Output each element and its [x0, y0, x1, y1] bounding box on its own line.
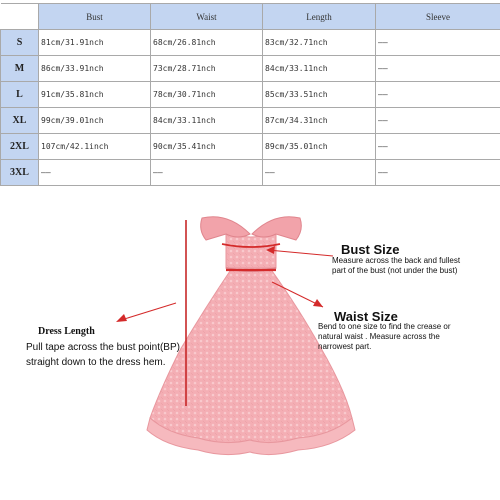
- table-row: [1, 108, 500, 134]
- column-header-length: Length: [263, 4, 376, 30]
- size-label: 2XL: [1, 134, 39, 160]
- table-corner-cell: [1, 4, 39, 30]
- measurement-diagram: [0, 200, 500, 500]
- column-header-bust: Bust: [39, 4, 151, 30]
- bust-size-title: Bust Size: [341, 242, 400, 257]
- waist-size-title: Waist Size: [334, 309, 398, 324]
- bust-cell: ——: [39, 160, 151, 186]
- waist-cell: 73cm/28.71nch: [151, 56, 263, 82]
- dress-length-desc-1: Pull tape across the bust point(BP): [26, 342, 180, 353]
- sleeve-cell: ——: [376, 134, 500, 160]
- table-row: [1, 82, 500, 108]
- column-header-waist: Waist: [151, 4, 263, 30]
- length-arrow-line: [118, 303, 176, 321]
- column-header-sleeve: Sleeve: [376, 4, 500, 30]
- waist-size-desc-3: narrowest part.: [318, 342, 372, 351]
- bust-cell: 81cm/31.91nch: [39, 30, 151, 56]
- length-cell: 89cm/35.01nch: [263, 134, 376, 160]
- length-cell: 83cm/32.71nch: [263, 30, 376, 56]
- length-cell: ——: [263, 160, 376, 186]
- dress-length-desc-2: straight down to the dress hem.: [26, 357, 166, 368]
- sleeve-cell: ——: [376, 30, 500, 56]
- bust-cell: 86cm/33.91nch: [39, 56, 151, 82]
- bust-size-desc-2: part of the bust (not under the bust): [332, 266, 458, 275]
- bust-cell: 91cm/35.81nch: [39, 82, 151, 108]
- bust-arrow-line: [268, 250, 333, 256]
- right-sleeve: [252, 217, 301, 240]
- sleeve-cell: ——: [376, 160, 500, 186]
- bust-size-desc-1: Measure across the back and fullest: [332, 256, 461, 265]
- size-chart-table: [0, 3, 500, 186]
- size-label: 3XL: [1, 160, 39, 186]
- dress-skirt: [150, 268, 352, 443]
- waist-size-desc-1: Bend to one size to find the crease or: [318, 322, 451, 331]
- sleeve-cell: ——: [376, 108, 500, 134]
- length-cell: 85cm/33.51nch: [263, 82, 376, 108]
- size-label: M: [1, 56, 39, 82]
- table-row: [1, 160, 500, 186]
- bust-cell: 99cm/39.01nch: [39, 108, 151, 134]
- waist-cell: 68cm/26.81nch: [151, 30, 263, 56]
- dress-length-title: Dress Length: [38, 326, 95, 337]
- table-header-row: [1, 4, 500, 30]
- size-label: L: [1, 82, 39, 108]
- table-row: [1, 30, 500, 56]
- size-label: XL: [1, 108, 39, 134]
- bust-cell: 107cm/42.1inch: [39, 134, 151, 160]
- length-arrowhead: [116, 314, 127, 322]
- length-cell: 87cm/34.31nch: [263, 108, 376, 134]
- waist-size-desc-2: natural waist . Measure across the: [318, 332, 440, 341]
- left-sleeve: [201, 217, 250, 240]
- waist-cell: 78cm/30.71nch: [151, 82, 263, 108]
- sleeve-cell: ——: [376, 56, 500, 82]
- waist-cell: ——: [151, 160, 263, 186]
- table-row: [1, 56, 500, 82]
- waist-cell: 90cm/35.41nch: [151, 134, 263, 160]
- waist-cell: 84cm/33.11nch: [151, 108, 263, 134]
- sleeve-cell: ——: [376, 82, 500, 108]
- size-label: S: [1, 30, 39, 56]
- table-row: [1, 134, 500, 160]
- length-cell: 84cm/33.11nch: [263, 56, 376, 82]
